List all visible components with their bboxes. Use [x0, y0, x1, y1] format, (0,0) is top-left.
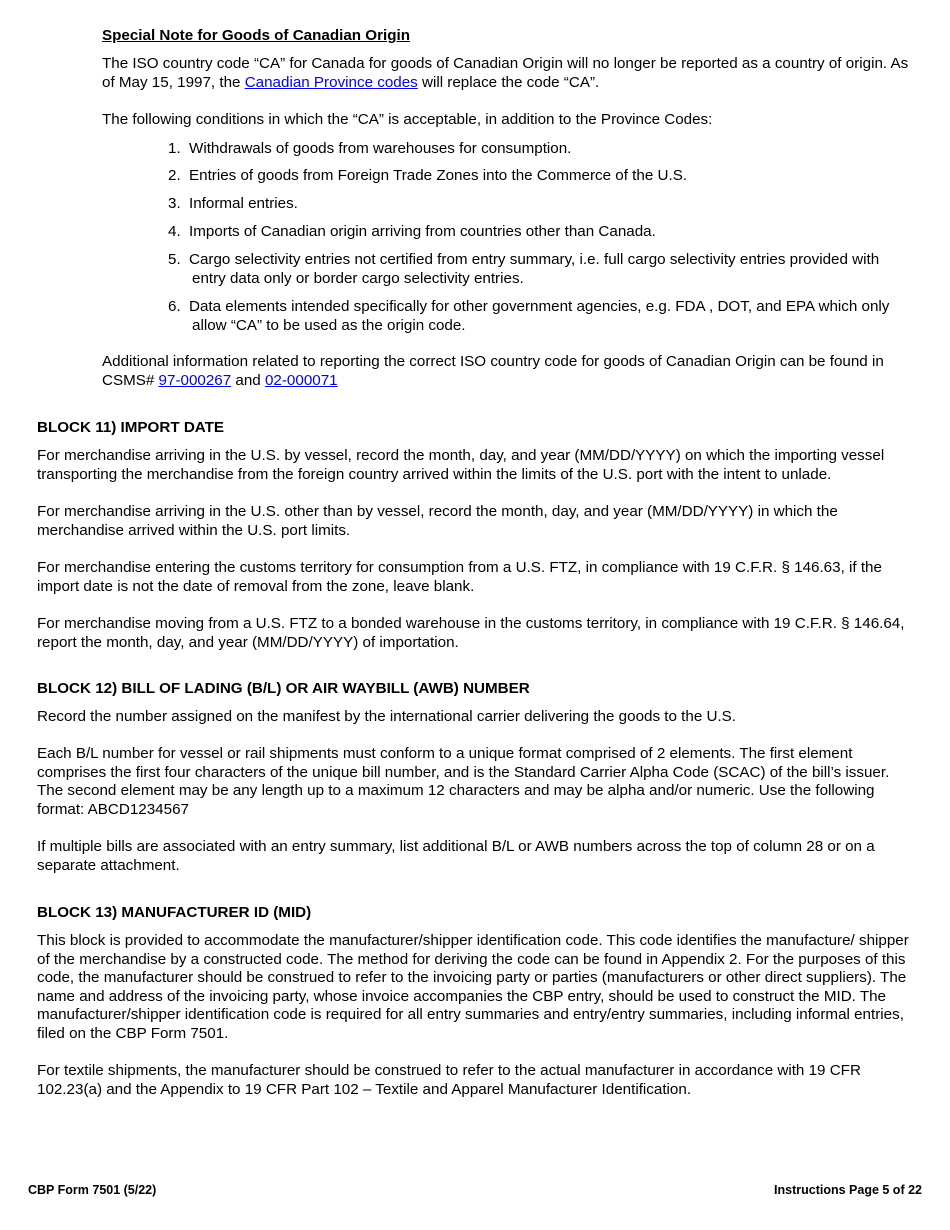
block-12-paragraph-3: If multiple bills are associated with an entry summary, list additional B/L or AWB numbers across the top of column 28 or on a separate attachment. [37, 838, 875, 874]
note-paragraph-1 [102, 55, 922, 92]
block-12-paragraph-2: Each B/L number for vessel or rail shipments must conform to a unique format comprised of 2 elements. The first element comprises the first four characters of the unique bill number, and is the Standard Carrier Alpha Code (SCAC) of the bill’s issuer. The second element may be any length up to a maximum 12 characters and may be alpha and/or numeric. Use the following format: ABCD1234567 [37, 745, 890, 818]
canadian-province-codes-link[interactable]: Canadian Province codes [244, 73, 418, 91]
note-paragraph-1-text-a: The ISO country code “CA” for Canada for goods of Canadian Origin will no longer be reported as a country of origin. As of May 15, 1997, the [102, 55, 909, 91]
note-paragraph-2: The following conditions in which the “CA” is acceptable, in addition to the Province Codes: [102, 111, 713, 128]
note-paragraph-3: Additional information related to reporting the correct ISO country code for goods of Canadian Origin can be found in CSMS# 97-000267 and 02-000071 [102, 353, 884, 389]
block-11-paragraph-2: For merchandise arriving in the U.S. other than by vessel, record the month, day, and year (MM/DD/YYYY) in which the merchandise arrived within the U.S. port limits. [37, 503, 838, 539]
list-item: 3. Informal entries. [168, 195, 298, 212]
footer-form-id: CBP Form 7501 (5/22) [28, 1183, 157, 1197]
block-11-paragraph-1: For merchandise arriving in the U.S. by vessel, record the month, day, and year (MM/DD/YYYY) on which the importing vessel transporting the merchandise from the foreign country arrived within the limits of the U.S. port with the intent to unlade. [37, 447, 885, 483]
footer-page-number: Instructions Page 5 of 22 [774, 1183, 922, 1197]
list-item: 1. Withdrawals of goods from warehouses for consumption. [168, 140, 572, 157]
block-12-heading: BLOCK 12) BILL OF LADING (B/L) OR AIR WAYBILL (AWB) NUMBER [37, 680, 530, 697]
csms-02-000071-link[interactable]: 02-000071 [264, 371, 338, 389]
note-paragraph-1-text-b: will replace the code “CA”. [417, 73, 600, 91]
list-item: 5. Cargo selectivity entries not certified from entry summary, i.e. full cargo selectivity entries provided with entry data only or border cargo selectivity entries. [168, 251, 880, 287]
block-13-paragraph-1: This block is provided to accommodate the manufacturer/shipper identification code. This code identifies the manufacture/ shipper of the merchandise by a constructed code. The method for deriving the code can be found in Appendix 2. For the purposes of this code, the manufacturer should be construed to refer to the invoicing party or parties (manufacturers or other direct suppliers). The name and address of the invoicing party, whose invoice accompanies the CBP entry, should be used to construct the MID. The manufacturer/shipper identification code is required for all entry summaries and entry/entry summaries, including informal entries, filed on the CBP Form 7501. [37, 932, 909, 1042]
list-item: 4. Imports of Canadian origin arriving from countries other than Canada. [168, 223, 656, 240]
note-title: Special Note for Goods of Canadian Origin [102, 27, 410, 44]
block-11-paragraph-3: For merchandise entering the customs territory for consumption from a U.S. FTZ, in compliance with 19 C.F.R. § 146.63, if the import date is not the date of removal from the zone, leave blank. [37, 559, 882, 595]
list-item: 6. Data elements intended specifically for other government agencies, e.g. FDA , DOT, and EPA which only allow “CA” to be used as the origin code. [168, 298, 890, 334]
block-11-paragraph-4: For merchandise moving from a U.S. FTZ to a bonded warehouse in the customs territory, in compliance with 19 C.F.R. § 146.64, report the month, day, and year (MM/DD/YYYY) of importation. [37, 615, 905, 651]
block-13-heading: BLOCK 13) MANUFACTURER ID (MID) [37, 904, 312, 921]
block-11-heading: BLOCK 11) IMPORT DATE [37, 419, 225, 436]
list-item: 2. Entries of goods from Foreign Trade Zones into the Commerce of the U.S. [168, 167, 688, 184]
csms-97-000267-link[interactable]: 97-000267 [158, 371, 232, 389]
block-12-paragraph-1: Record the number assigned on the manifest by the international carrier delivering the goods to the U.S. [37, 708, 737, 725]
block-13-paragraph-2: For textile shipments, the manufacturer should be construed to refer to the actual manufacturer in accordance with 19 CFR 102.23(a) and the Appendix to 19 CFR Part 102 – Textile and Apparel Manufacturer Identification. [37, 1062, 861, 1098]
